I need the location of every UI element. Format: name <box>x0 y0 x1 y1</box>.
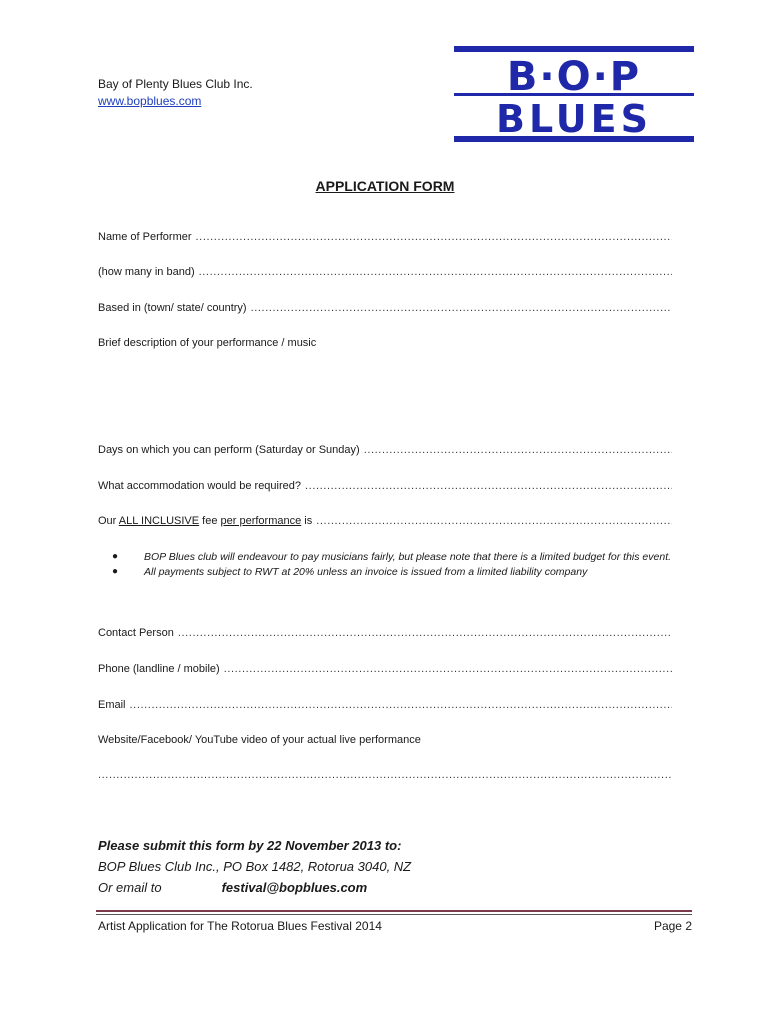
description-label: Brief description of your performance / music <box>98 337 317 349</box>
days-label: Days on which you can perform (Saturday or Sunday) <box>98 444 360 456</box>
website-video-label: Website/Facebook/ YouTube video of your actual live performance <box>98 734 421 746</box>
days-field[interactable] <box>98 442 672 458</box>
footer-divider <box>96 910 692 915</box>
fee-label: Our ALL INCLUSIVE fee per performance is <box>98 515 313 527</box>
submit-email-prefix: Or email to <box>98 880 162 895</box>
fee-notes <box>112 550 692 580</box>
accommodation-label: What accommodation would be required? <box>98 480 302 492</box>
footer-text: Artist Application for The Rotorua Blues Festival 2014 <box>98 919 382 933</box>
based-in-label: Based in (town/ state/ country) <box>98 302 247 314</box>
fee-field[interactable] <box>98 513 672 529</box>
contact-person-label: Contact Person <box>98 627 174 639</box>
list-item: ● BOP Blues club will endeavour to pay musicians fairly, but please note that there is a limited budget for this event. <box>112 551 672 563</box>
page-footer <box>98 918 692 934</box>
logo-text-top: B·O·P <box>506 54 642 100</box>
phone-label: Phone (landline / mobile) <box>98 663 220 675</box>
logo-text-bottom: BLUES <box>495 97 653 141</box>
submit-instructions <box>98 835 411 898</box>
band-size-label: (how many in band) <box>98 266 195 278</box>
page-number: Page 2 <box>653 919 692 933</box>
contact-person-field[interactable] <box>98 625 672 641</box>
website-link[interactable]: www.bopblues.com <box>98 94 202 108</box>
email-field[interactable] <box>98 697 672 713</box>
email-label: Email <box>98 699 126 711</box>
website-video-field <box>98 732 672 748</box>
band-size-field[interactable] <box>98 264 672 280</box>
org-name: Bay of Plenty Blues Club Inc. <box>98 77 253 91</box>
name-of-performer-field[interactable] <box>98 229 672 245</box>
submit-deadline: Please submit this form by 22 November 2013 to: <box>98 838 402 853</box>
org-header <box>98 76 253 110</box>
phone-field[interactable] <box>98 661 672 677</box>
accommodation-field[interactable] <box>98 478 672 494</box>
website-video-input-line[interactable] <box>98 767 672 783</box>
name-of-performer-label: Name of Performer <box>98 231 192 243</box>
bop-blues-logo <box>454 46 694 142</box>
submit-address: BOP Blues Club Inc., PO Box 1482, Rotorua 3040, NZ <box>98 859 412 874</box>
page-title: APPLICATION FORM <box>315 178 455 194</box>
description-field[interactable] <box>98 335 672 351</box>
based-in-field[interactable] <box>98 300 672 316</box>
submit-email-link[interactable]: festival@bopblues.com <box>221 880 368 895</box>
list-item: ● All payments subject to RWT at 20% unless an invoice is issued from a limited liability company <box>112 566 588 578</box>
